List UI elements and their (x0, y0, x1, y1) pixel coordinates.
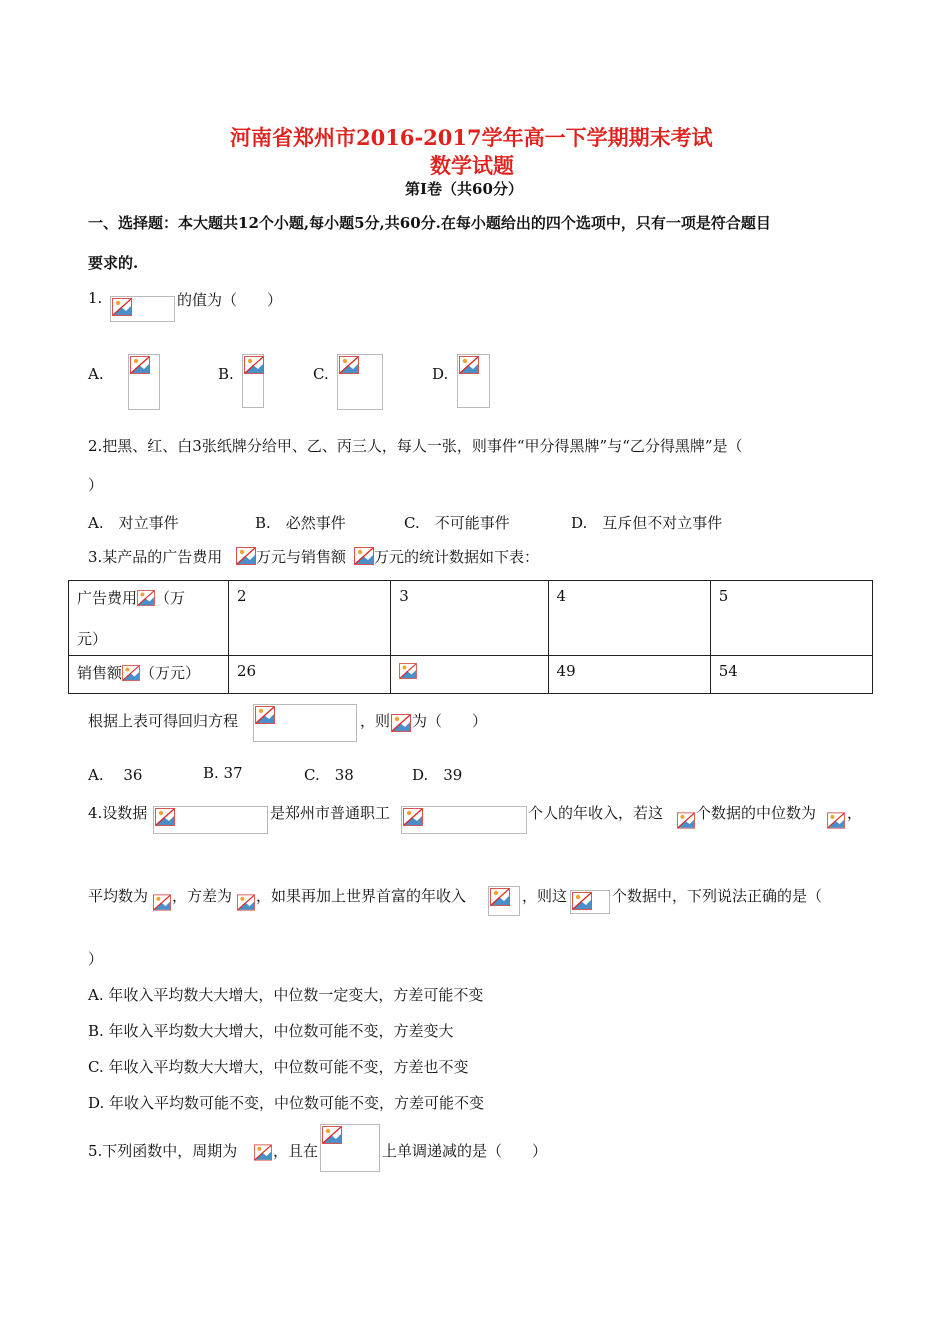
row-label-unit-end: 元） (77, 630, 108, 648)
q4-text-j: 个数据中，下列说法正确的是（ (612, 887, 823, 905)
q3-option-a: A. 36 (88, 766, 143, 784)
q4-median-image (827, 812, 845, 829)
q1-stem: 的值为（ ） (177, 291, 283, 309)
q2-stem-end: ） (88, 476, 104, 494)
table-cell (391, 656, 548, 694)
q2-option-b: B. 必然事件 (255, 514, 346, 532)
q2-stem: 2.把黑、红、白3张纸牌分给甲、乙、丙三人，每人一张，则事件“甲分得黑牌”与“乙分得黑牌”是（ (88, 437, 743, 455)
table-row-label (69, 656, 229, 694)
table-cell: 26 (229, 656, 391, 694)
table-row (69, 581, 873, 656)
q1-option-a-image (128, 354, 160, 410)
q5-text-a: 5.下列函数中，周期为 (88, 1142, 238, 1160)
q1-option-c: C. (313, 365, 329, 383)
q4-option-c: C. 年收入平均数大大增大，中位数可能不变，方差也不变 (88, 1058, 469, 1076)
variable-x-image (137, 590, 155, 606)
q3-stem-b: 万元与销售额 (256, 548, 347, 566)
q2-option-c: C. 不可能事件 (404, 514, 510, 532)
q4-text-d: 个数据的中位数为 (696, 804, 817, 822)
q3-follow-c: 为（ ） (412, 712, 488, 730)
table-cell: 4 (548, 581, 710, 656)
q3-follow-b: ，则 (360, 712, 391, 730)
q3-data-table (68, 580, 873, 694)
q3-stem-a: 3.某产品的广告费用 (88, 548, 223, 566)
q4-variance-image (237, 894, 255, 911)
q4-option-d: D. 年收入平均数可能不变，中位数可能不变，方差可能不变 (88, 1094, 485, 1112)
row-label-text: 广告费用 (77, 589, 138, 607)
q4-dataset-image (153, 806, 268, 834)
q4-mean-image (153, 894, 171, 911)
q4-text-k: ） (88, 950, 104, 968)
q4-n-plus-one-image (570, 890, 610, 914)
row-label-unit: （万 (155, 589, 186, 607)
q1-option-d: D. (432, 365, 449, 383)
q4-text-i: ，则这 (522, 887, 568, 905)
q4-n-image (677, 812, 695, 829)
q4-option-a: A. 年收入平均数大大增大，中位数一定变大，方差可能不变 (88, 986, 484, 1004)
q4-count-image (401, 806, 527, 834)
q4-text-b: 是郑州市普通职工 (270, 804, 391, 822)
volume-heading: 第Ⅰ卷（共60分） (405, 180, 523, 198)
q3-variable-x-image (236, 547, 256, 565)
q3-stem-c: 万元的统计数据如下表： (374, 548, 540, 566)
q5-interval-image (320, 1124, 380, 1172)
q5-text-b: ，且在 (273, 1142, 319, 1160)
q1-option-a: A. (88, 365, 104, 383)
section-instructions-line2: 要求的. (88, 254, 139, 272)
q4-text-h: ，如果再加上世界首富的年收入 (256, 887, 467, 905)
q5-text-c: 上单调递减的是（ ） (382, 1142, 548, 1160)
row-label-text: 销售额 (77, 664, 123, 682)
table-row-label (69, 581, 229, 656)
q4-text-a: 4.设数据 (88, 804, 148, 822)
exam-title: 河南省郑州市2016-2017学年高一下学期期末考试 (230, 125, 713, 150)
section-instructions-line1: 一、选择题：本大题共12个小题,每小题5分,共60分.在每小题给出的四个选项中，只有一项是符合题目 (88, 214, 771, 232)
q1-option-b-image (242, 354, 264, 408)
q5-period-image (254, 1144, 272, 1161)
q1-option-d-image (457, 354, 490, 408)
table-cell: 54 (710, 656, 872, 694)
table-cell: 3 (391, 581, 548, 656)
unknown-m-image (399, 663, 417, 679)
q3-option-b: B. 37 (203, 764, 243, 782)
q1-option-b: B. (218, 365, 234, 383)
q3-option-d: D. 39 (412, 766, 463, 784)
q2-option-d: D. 互斥但不对立事件 (571, 514, 723, 532)
row-label-unit: （万元） (140, 664, 201, 682)
table-cell: 5 (710, 581, 872, 656)
q3-regression-equation-image (253, 704, 357, 742)
q3-variable-m-image (391, 714, 411, 732)
table-row (69, 656, 873, 694)
q4-text-e: ， (847, 804, 863, 822)
exam-subtitle: 数学试题 (430, 153, 514, 178)
q3-follow-a: 根据上表可得回归方程 (88, 712, 239, 730)
q2-option-a: A. 对立事件 (88, 514, 179, 532)
q3-option-c: C. 38 (304, 766, 354, 784)
q4-text-f: 平均数为 (88, 887, 149, 905)
q4-text-g: ，方差为 (172, 887, 233, 905)
q1-option-c-image (337, 354, 383, 410)
variable-y-image (122, 665, 140, 681)
q4-richest-income-image (488, 886, 520, 916)
q4-option-b: B. 年收入平均数大大增大，中位数可能不变，方差变大 (88, 1022, 454, 1040)
q3-variable-y-image (354, 547, 374, 565)
q1-number: 1. (88, 289, 103, 307)
table-cell: 2 (229, 581, 391, 656)
table-cell: 49 (548, 656, 710, 694)
q4-text-c: 个人的年收入，若这 (528, 804, 664, 822)
q1-expression-image (110, 296, 175, 322)
